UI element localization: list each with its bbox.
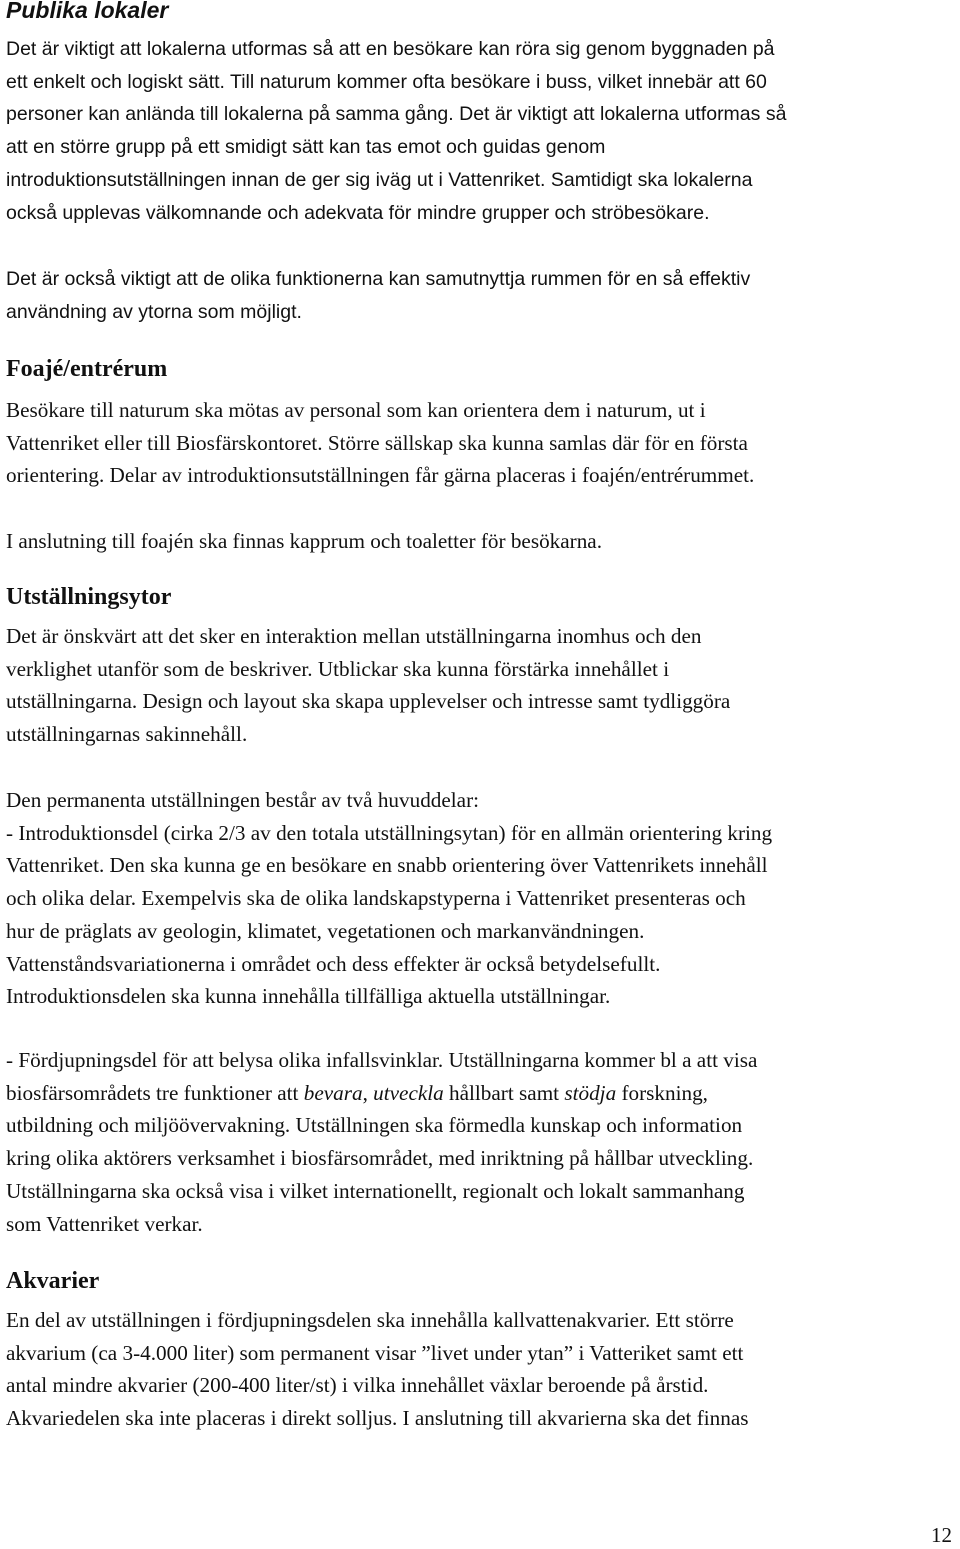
text-line: Introduktionsdelen ska kunna innehålla tillfälliga aktuella utställningar. <box>6 984 611 1009</box>
heading-publika-lokaler: Publika lokaler <box>6 0 169 23</box>
text-line: utställningarnas sakinnehåll. <box>6 722 248 747</box>
text-line: - Fördjupningsdel för att belysa olika infallsvinklar. Utställningarna kommer bl a att visa <box>6 1048 758 1072</box>
emphasis-utveckla: utveckla <box>373 1080 444 1105</box>
text-line: Utställningarna ska också visa i vilket internationellt, regionalt och lokalt sammanhang <box>6 1178 745 1203</box>
heading-foaje: Foajé/entrérum <box>6 356 168 382</box>
text-line: akvarium (ca 3-4.000 liter) som permanent visar ”livet under ytan” i Vatteriket samt ett <box>6 1340 744 1365</box>
paragraph-publika-intro <box>6 33 954 229</box>
text-line: Den permanenta utställningen består av två huvuddelar: <box>6 788 480 812</box>
text-line: orientering. Delar av introduktionsutställningen får gärna placeras i foajén/entrérummet. <box>6 463 755 488</box>
text-line <box>6 1077 954 1110</box>
text-line: Akvariedelen ska inte placeras i direkt solljus. I anslutning till akvarierna ska det finnas <box>6 1406 749 1431</box>
text-line: personer kan anlända till lokalerna på samma gång. Det är viktigt att lokalerna utformas så <box>6 103 787 126</box>
emphasis-stodja: stödja <box>564 1080 617 1105</box>
text-line: användning av ytorna som möjligt. <box>6 300 302 323</box>
text-line: och olika delar. Exempelvis ska de olika landskapstyperna i Vattenriket presenteras och <box>6 886 746 911</box>
text-fragment: , <box>362 1080 374 1105</box>
text-line: verklighet utanför som de beskriver. Utblickar ska kunna förstärka innehållet i <box>6 656 670 681</box>
paragraph-utstallning-intro <box>6 620 954 751</box>
text-line: Vattenriket eller till Biosfärskontoret. Större sällskap ska kunna samlas där för en första <box>6 430 748 455</box>
paragraph-utstallning-huvuddelar <box>6 784 954 1013</box>
page-number: 12 <box>931 1523 952 1547</box>
paragraph-akvarier <box>6 1304 954 1435</box>
text-line: En del av utställningen i fördjupningsdelen ska innehålla kallvattenakvarier. Ett större <box>6 1308 734 1332</box>
emphasis-bevara: bevara <box>303 1080 363 1105</box>
text-line: som Vattenriket verkar. <box>6 1211 203 1236</box>
paragraph-publika-functions <box>6 263 954 328</box>
text-line: hur de präglats av geologin, klimatet, vegetationen och markanvändningen. <box>6 918 645 943</box>
text-line: antal mindre akvarier (200-400 liter/st) i vilka innehållet växlar beroende på årstid. <box>6 1373 709 1398</box>
text-line: utbildning och miljöövervakning. Utställningen ska förmedla kunskap och information <box>6 1113 743 1138</box>
text-line: Besökare till naturum ska mötas av personal som kan orientera dem i naturum, ut i <box>6 398 706 422</box>
text-line: Det är också viktigt att de olika funktionerna kan samutnyttja rummen för en så effektiv <box>6 268 751 290</box>
text-line: Vattenståndsvariationerna i området och dess effekter är också betydelsefullt. <box>6 951 661 976</box>
paragraph-foaje-kapprum <box>6 525 954 558</box>
text-line: ett enkelt och logiskt sätt. Till naturum kommer ofta besökare i buss, vilket innebär att 60 <box>6 70 767 93</box>
paragraph-utstallning-fordjupning <box>6 1044 954 1240</box>
text-line: - Introduktionsdel (cirka 2/3 av den totala utställningsytan) för en allmän orientering kring <box>6 820 773 845</box>
text-fragment: biosfärsområdets tre funktioner att <box>6 1080 304 1105</box>
text-fragment: forskning, <box>616 1080 708 1105</box>
text-line: också upplevas välkomnande och adekvata för mindre grupper och ströbesökare. <box>6 201 710 224</box>
text-line: att en större grupp på ett smidigt sätt kan tas emot och guidas genom <box>6 136 606 159</box>
text-line: I anslutning till foajén ska finnas kapprum och toaletter för besökarna. <box>6 529 603 553</box>
text-fragment: hållbart samt <box>443 1080 565 1105</box>
text-line: Det är önskvärt att det sker en interaktion mellan utställningarna inomhus och den <box>6 624 702 648</box>
heading-utstallningsytor: Utställningsytor <box>6 584 172 610</box>
text-line: Det är viktigt att lokalerna utformas så att en besökare kan röra sig genom byggnaden på <box>6 38 775 60</box>
heading-akvarier: Akvarier <box>6 1268 100 1294</box>
paragraph-foaje-intro <box>6 394 954 492</box>
text-line: utställningarna. Design och layout ska skapa upplevelser och intresse samt tydliggöra <box>6 689 731 714</box>
text-line: kring olika aktörers verksamhet i biosfärsområdet, med inriktning på hållbar utveckling. <box>6 1146 754 1171</box>
text-line: introduktionsutställningen innan de ger sig iväg ut i Vattenriket. Samtidigt ska lokalerna <box>6 168 753 191</box>
text-line: Vattenriket. Den ska kunna ge en besökare en snabb orientering över Vattenrikets innehåll <box>6 853 768 878</box>
